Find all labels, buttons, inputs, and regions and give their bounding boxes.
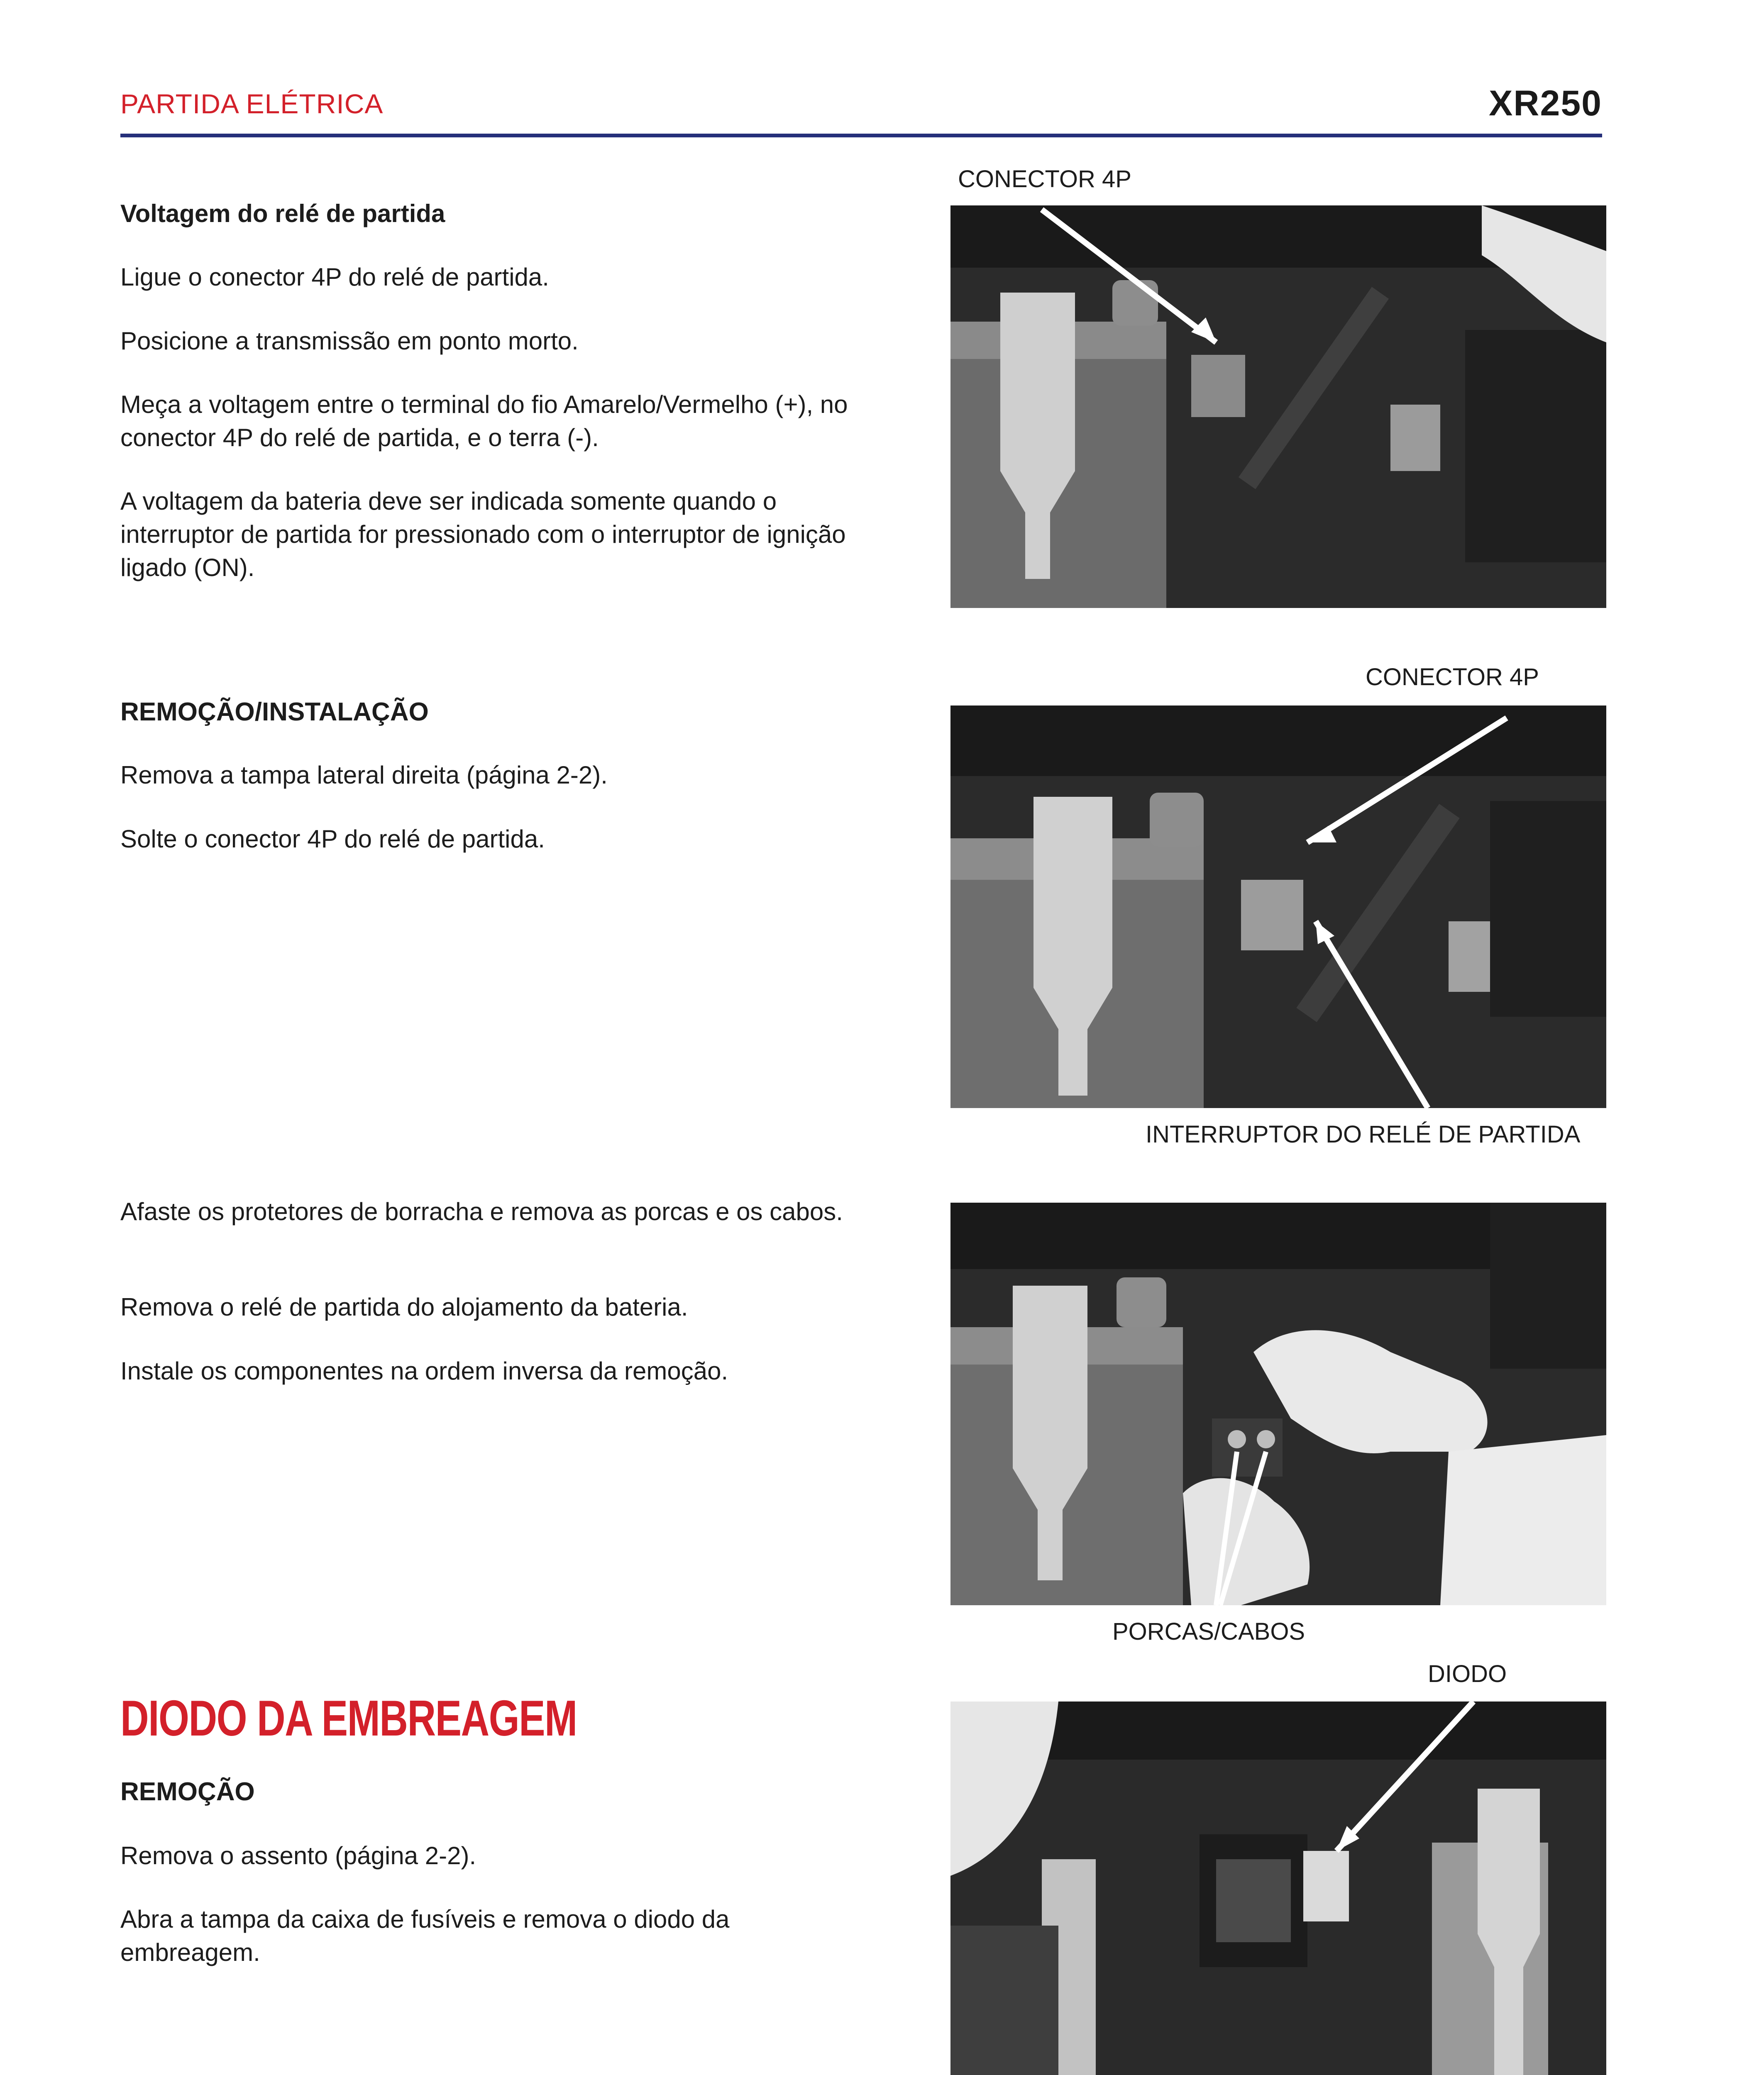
paragraph: Ligue o conector 4P do relé de partida. [120, 263, 549, 291]
figure-label-top: CONECTOR 4P [1366, 664, 1539, 691]
paragraph: Posicione a transmissão em ponto morto. [120, 327, 579, 355]
figure-label: DIODO [1428, 1660, 1507, 1687]
paragraph: Solte o conector 4P do relé de partida. [120, 825, 545, 853]
photo-starter-relay-switch [950, 706, 1606, 1108]
paragraph: Remova o relé de partida do alojamento da bateria. [120, 1293, 688, 1321]
paragraph: Instale os componentes na ordem inversa da remoção. [120, 1357, 728, 1385]
model-name: XR250 [1489, 83, 1602, 123]
paragraph: Meça a voltagem entre o terminal do fio Amarelo/Vermelho (+), no conector 4P do relé de partida, e o terra (-). [120, 391, 848, 452]
figure-label: PORCAS/CABOS [1112, 1618, 1305, 1645]
removal-heading: REMOÇÃO [120, 1777, 255, 1806]
paragraph: Remova o assento (página 2-2). [120, 1842, 476, 1870]
figure-label: CONECTOR 4P [958, 166, 1131, 193]
paragraph: Abra a tampa da caixa de fusíveis e remova o diodo da embreagem. [120, 1905, 730, 1966]
paragraph: Remova a tampa lateral direita (página 2-2). [120, 761, 608, 789]
paragraph: Afaste os protetores de borracha e remova as porcas e os cabos. [120, 1198, 843, 1225]
header-rule [120, 134, 1602, 137]
photo-starter-relay-connector [950, 205, 1606, 608]
photo-nuts-cables [950, 1203, 1606, 1605]
removal-installation-heading: REMOÇÃO/INSTALAÇÃO [120, 698, 429, 726]
figure-label-bottom: INTERRUPTOR DO RELÉ DE PARTIDA [1146, 1121, 1581, 1148]
clutch-diode-title: DIODO DA EMBREAGEM [120, 1690, 577, 1746]
voltage-heading: Voltagem do relé de partida [120, 200, 445, 227]
paragraph: A voltagem da bateria deve ser indicada somente quando o interruptor de partida for pressionado com o interruptor de ignição ligado (ON). [120, 487, 846, 581]
photo-clutch-diode [950, 1702, 1606, 2075]
section-title: PARTIDA ELÉTRICA [120, 88, 384, 119]
